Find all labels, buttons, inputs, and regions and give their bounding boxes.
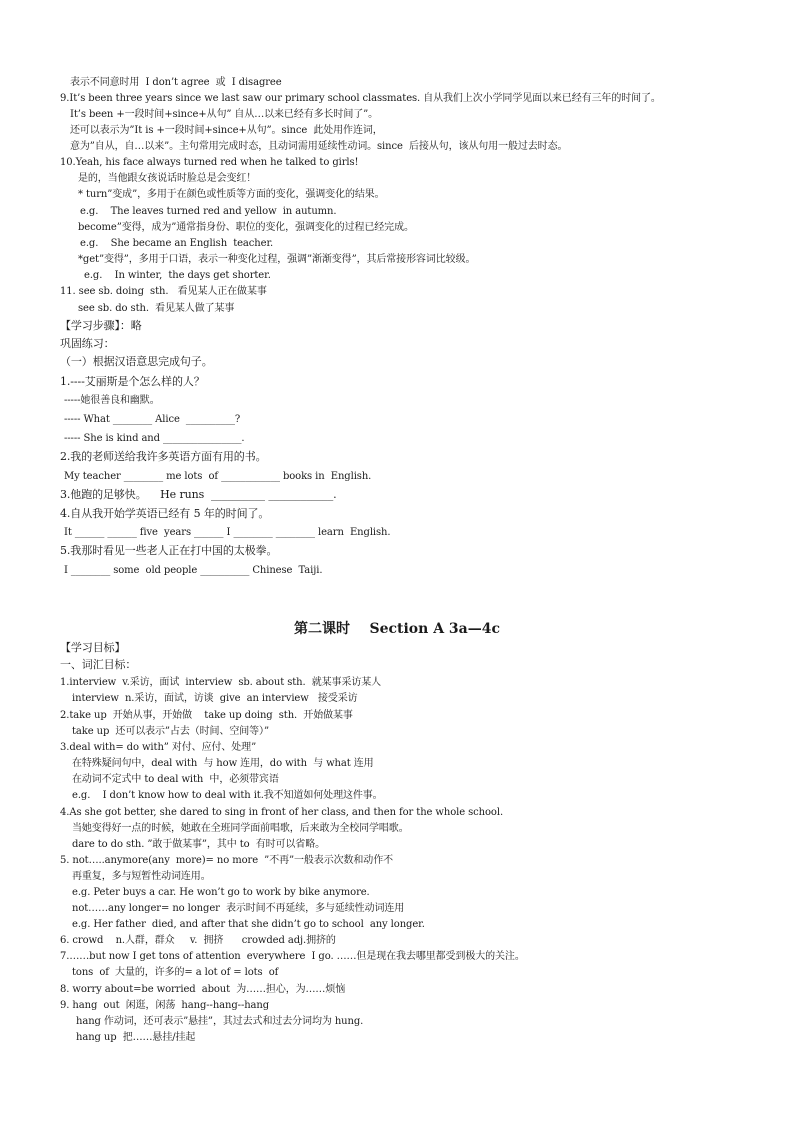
vocab-2-take-up: 2.take up 开始从事，开始做 take up doing sth. 开始做某事 xyxy=(60,710,353,721)
vocab-3-deal-with: 3.deal with= do with” 对付、应付、处理” xyxy=(60,742,257,753)
learning-goals-title: 【学习目标】 xyxy=(60,641,126,654)
exercise-1-question: 1.----艾丽斯是个怎么样的人？ xyxy=(60,375,205,388)
item-9-explanation: 意为”自从，自…以来”。主句常用完成时态，且动词需用延续性动词。since 后接从句，该从句用一般过去时态。 xyxy=(70,141,568,152)
study-steps: 【学习步骤】：略 xyxy=(60,319,142,332)
exercise-5-blank: I ________ some old people __________ Chinese Taiji. xyxy=(64,565,323,576)
item-9-pattern: It’s been +一段时间+since+从句” 自从…以来已经有多长时间了”。 xyxy=(70,109,379,120)
vocab-5-no-longer: not……any longer= no longer 表示时间不再延续，多与延续性动词连用 xyxy=(72,903,405,914)
item-11-see-doing: 11. see sb. doing sth. 看见某人正在做某事 xyxy=(60,286,267,297)
vocab-goals-title: 一、词汇目标： xyxy=(60,658,137,671)
vocab-5-not-anymore: 5. not…..anymore(any more)= no more ”不再”一般表示次数和动作不 xyxy=(60,855,394,866)
item-11-see-do: see sb. do sth. 看见某人做了某事 xyxy=(78,303,235,314)
note-disagree: 表示不同意时用 I don’t agree 或 I disagree xyxy=(70,77,282,88)
exercise-1-blank-a: ----- What ________ Alice __________? xyxy=(64,414,241,425)
vocab-5-note: 再重复，多与短暂性动词连用。 xyxy=(72,871,211,882)
exercise-1-answer-cn: -----她很善良和幽默。 xyxy=(64,395,160,406)
vocab-1-interview-n: interview n.采访，面试，访谈 give an interview 接受采访 xyxy=(72,693,358,704)
vocab-1-interview-v: 1.interview v.采访，面试 interview sb. about sth. 就某事采访某人 xyxy=(60,677,382,688)
note-get: *get”变得”，多用于口语，表示一种变化过程，强调”渐渐变得”，其后常接形容词比较级。 xyxy=(78,254,476,265)
exercise-2-question: 2.我的老师送给我许多英语方面有用的书。 xyxy=(60,450,267,463)
exercise-4-question: 4.自从我开始学英语已经有 5 年的时间了。 xyxy=(60,507,270,520)
vocab-9-hang-note: hang 作动词，还可表示”悬挂”，其过去式和过去分词均为 hung. xyxy=(76,1016,364,1027)
vocab-8-worry-about: 8. worry about=be worried about 为……担心，为……烦恼 xyxy=(60,984,346,995)
item-9-alternative: 还可以表示为”It is +一段时间+since+从句”。since 此处用作连词， xyxy=(70,125,383,136)
vocab-5-example-b: e.g. Her father died, and after that she didn’t go to school any longer. xyxy=(72,919,425,930)
vocab-7-sentence: 7.……but now I get tons of attention everywhere I go. ……但是现在我去哪里都受到极大的关注。 xyxy=(60,951,525,962)
note-become: become”变得，成为”通常指身份、职位的变化，强调变化的过程已经完成。 xyxy=(78,222,414,233)
example-get: e.g. In winter, the days get shorter. xyxy=(84,270,271,281)
example-become: e.g. She became an English teacher. xyxy=(80,238,274,249)
item-10-translation: 是的，当他跟女孩说话时脸总是会变红！ xyxy=(78,173,257,184)
vocab-3-note-b: 在动词不定式中 to deal with 中，必须带宾语 xyxy=(72,774,279,785)
practice-title: 巩固练习： xyxy=(60,337,115,350)
vocab-4-dare: dare to do sth. ”敢于做某事”，其中 to 有时可以省略。 xyxy=(72,839,326,850)
vocab-7-tons-of: tons of 大量的，许多的= a lot of = lots of xyxy=(72,967,279,978)
vocab-4-translation: 当她变得好一点的时候，她敢在全班同学面前唱歌，后来敢为全校同学唱歌。 xyxy=(72,823,409,834)
vocab-9-hang-out: 9. hang out 闲逛，闲荡 hang--hang--hang xyxy=(60,1000,270,1011)
item-9-sentence: 9.It’s been three years since we last saw our primary school classmates. 自从我们上次小学同学见面以来已经有三年的时间了。 xyxy=(60,93,661,104)
vocab-3-note-a: 在特殊疑问句中，deal with 与 how 连用，do with 与 what 连用 xyxy=(72,758,374,769)
vocab-4-sentence: 4.As she got better, she dared to sing in front of her class, and then for the whole school. xyxy=(60,807,504,818)
exercise-5-question: 5.我那时看见一些老人正在打中国的太极拳。 xyxy=(60,544,278,557)
vocab-5-example-a: e.g. Peter buys a car. He won’t go to work by bike anymore. xyxy=(72,887,370,898)
exercise-instruction: （一）根据汉语意思完成句子。 xyxy=(60,355,213,368)
example-turn: e.g. The leaves turned red and yellow in autumn. xyxy=(80,206,337,217)
vocab-6-crowd: 6. crowd n.人群，群众 v. 拥挤 crowded adj.拥挤的 xyxy=(60,935,336,946)
vocab-2-take-up-note: take up 还可以表示”占去（时间、空间等）” xyxy=(72,726,269,737)
exercise-1-blank-b: ----- She is kind and ________________. xyxy=(64,433,245,444)
note-turn: * turn”变成”，多用于在颜色或性质等方面的变化，强调变化的结果。 xyxy=(78,189,385,200)
vocab-9-hang-up: hang up 把……悬挂/挂起 xyxy=(76,1032,196,1043)
exercise-2-blank: My teacher ________ me lots of ____________ books in English. xyxy=(64,471,372,482)
exercise-3-question: 3.他跑的足够快。 He runs __________ ____________. xyxy=(60,488,337,501)
vocab-3-example: e.g. I don’t know how to deal with it.我不知道如何处理这件事。 xyxy=(72,790,383,801)
lesson-2-heading: 第二课时 Section A 3a—4c xyxy=(293,621,501,637)
exercise-4-blank: It ______ ______ five years ______ I ________ ________ learn English. xyxy=(64,527,391,538)
item-10-sentence: 10.Yeah, his face always turned red when he talked to girls! xyxy=(60,157,359,168)
